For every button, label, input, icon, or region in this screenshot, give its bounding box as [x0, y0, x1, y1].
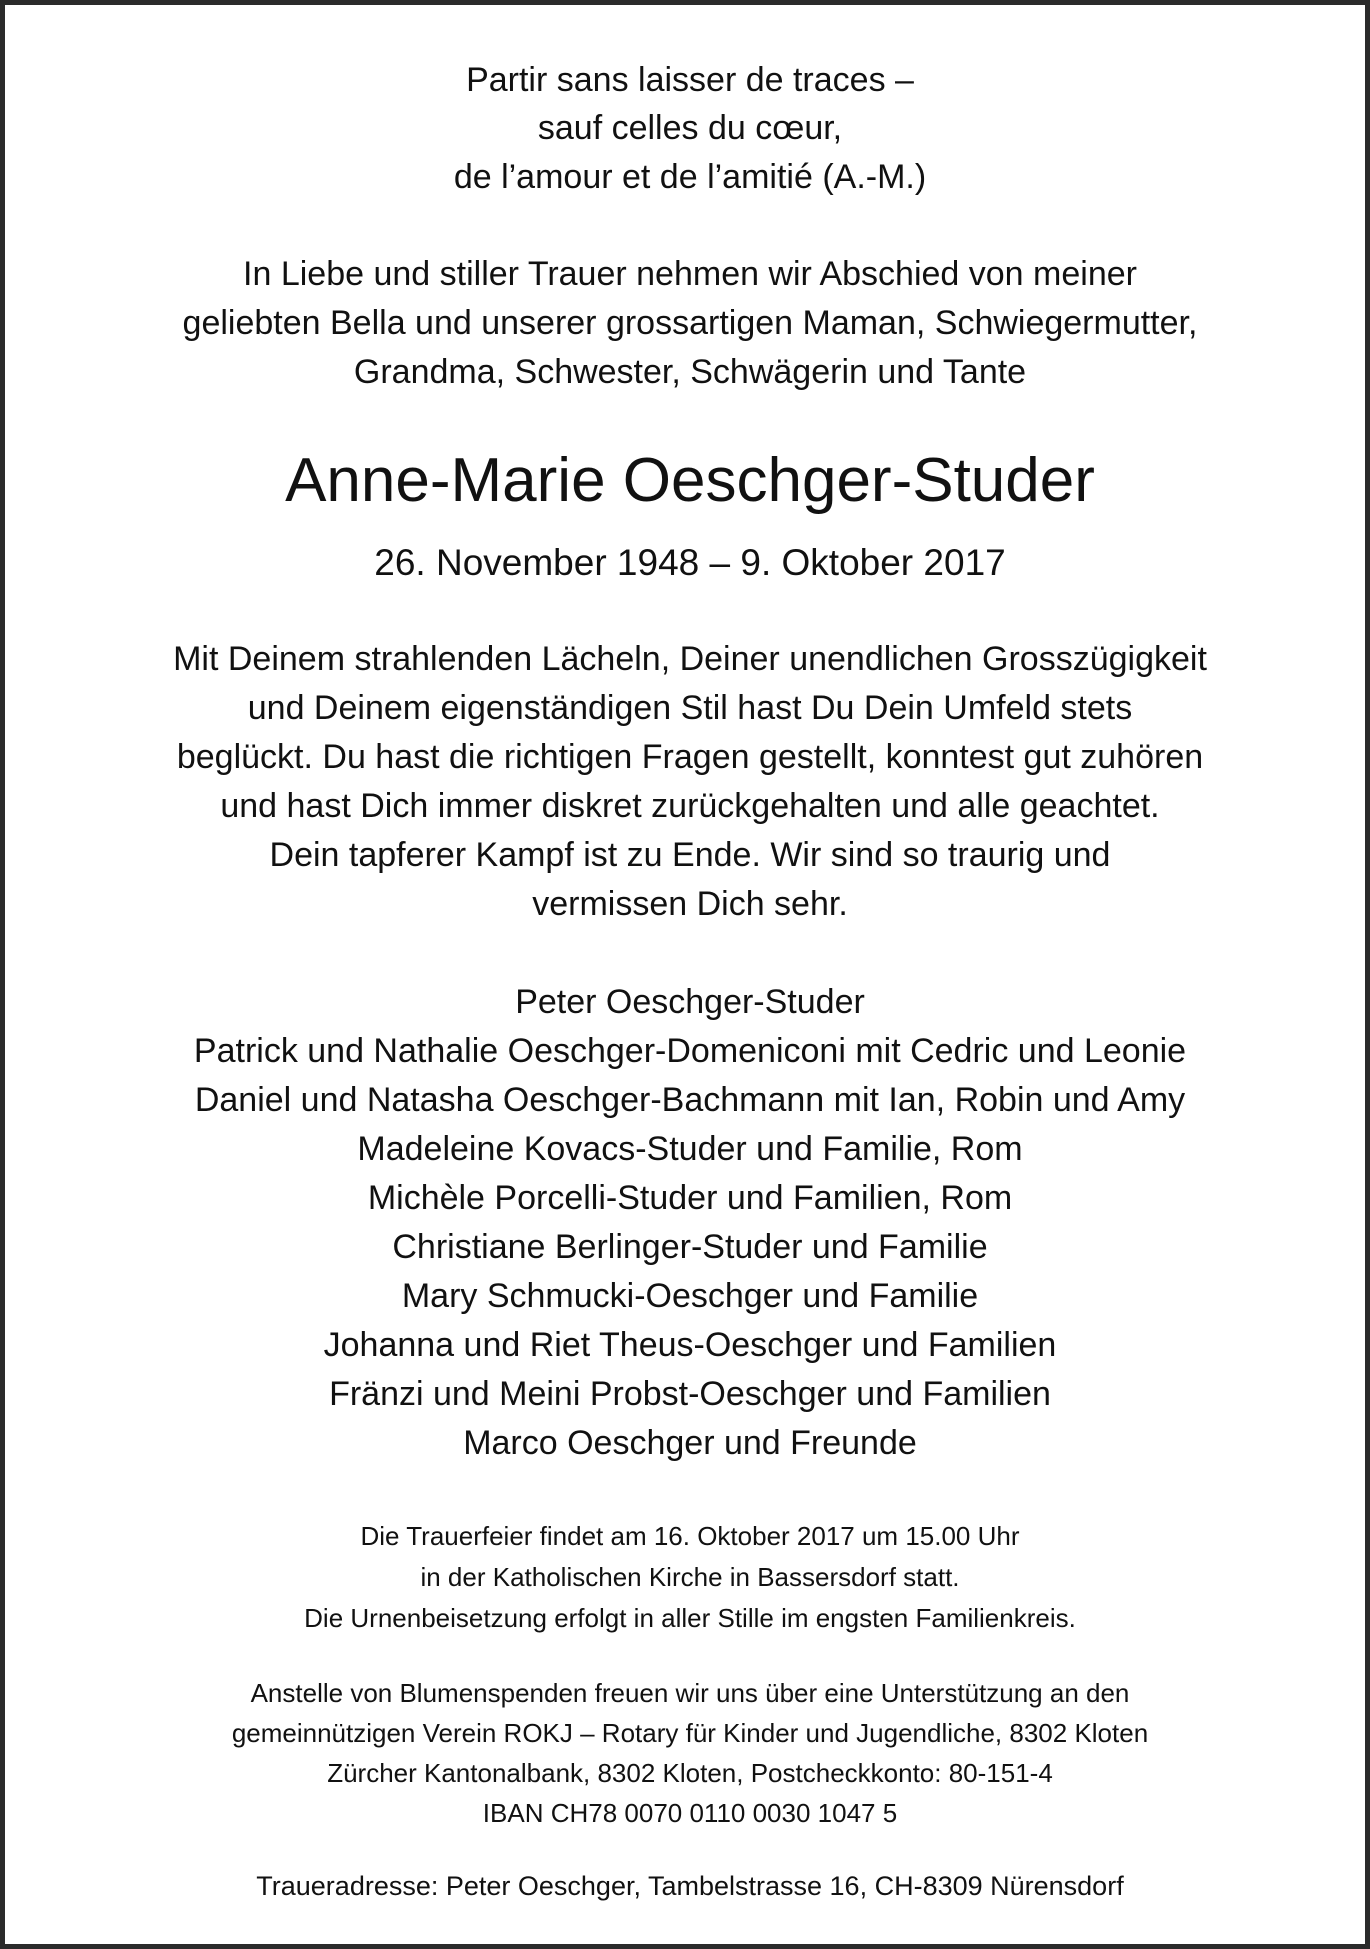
tribute-line: und hast Dich immer diskret zurückgehalten und alle geachtet. — [220, 787, 1160, 825]
family-member: Peter Oeschger-Studer — [515, 983, 865, 1021]
intro-line: geliebten Bella und unserer grossartigen Maman, Schwiegermutter, — [182, 304, 1198, 342]
family-member: Johanna und Riet Theus-Oeschger und Familien — [323, 1326, 1057, 1364]
donation-line: Anstelle von Blumenspenden freuen wir uns über eine Unterstützung an den — [250, 1678, 1130, 1708]
mourning-address: Traueradresse: Peter Oeschger, Tambelstrasse 16, CH-8309 Nürensdorf — [256, 1871, 1124, 1901]
tribute-line: Mit Deinem strahlenden Lächeln, Deiner unendlichen Grosszügigkeit — [173, 640, 1207, 678]
intro-line: Grandma, Schwester, Schwägerin und Tante — [353, 353, 1027, 391]
donation-line: Zürcher Kantonalbank, 8302 Kloten, Postcheckkonto: 80-151-4 — [327, 1758, 1053, 1788]
family-member: Madeleine Kovacs-Studer und Familie, Rom — [357, 1130, 1023, 1168]
family-member: Daniel und Natasha Oeschger-Bachmann mit Ian, Robin und Amy — [194, 1081, 1186, 1119]
motto-line: Partir sans laisser de traces – — [466, 61, 914, 99]
tribute-line: und Deinem eigenständigen Stil hast Du Dein Umfeld stets — [247, 689, 1133, 727]
motto-line: de l’amour et de l’amitié (A.-M.) — [453, 158, 927, 196]
intro-line: In Liebe und stiller Trauer nehmen wir Abschied von meiner — [243, 255, 1137, 293]
life-dates: 26. November 1948 – 9. Oktober 2017 — [374, 542, 1006, 583]
tribute-line: Dein tapferer Kampf ist zu Ende. Wir sind so traurig und — [269, 836, 1111, 874]
ceremony-line: Die Trauerfeier findet am 16. Oktober 2017 um 15.00 Uhr — [360, 1521, 1020, 1551]
ceremony-line: in der Katholischen Kirche in Bassersdorf statt. — [420, 1562, 960, 1592]
family-member: Christiane Berlinger-Studer und Familie — [392, 1228, 988, 1266]
tribute-line: beglückt. Du hast die richtigen Fragen gestellt, konntest gut zuhören — [176, 738, 1204, 776]
tribute-line: vermissen Dich sehr. — [532, 885, 848, 923]
motto-line: sauf celles du cœur, — [537, 109, 843, 147]
family-member: Mary Schmucki-Oeschger und Familie — [401, 1277, 979, 1315]
family-member: Patrick und Nathalie Oeschger-Domeniconi mit Cedric und Leonie — [193, 1032, 1187, 1070]
donation-line: IBAN CH78 0070 0110 0030 1047 5 — [482, 1798, 898, 1828]
family-member: Marco Oeschger und Freunde — [463, 1424, 917, 1462]
deceased-name: Anne-Marie Oeschger-Studer — [285, 446, 1095, 515]
family-member: Fränzi und Meini Probst-Oeschger und Familien — [329, 1375, 1051, 1413]
ceremony-line: Die Urnenbeisetzung erfolgt in aller Stille im engsten Familienkreis. — [304, 1603, 1076, 1633]
donation-line: gemeinnützigen Verein ROKJ – Rotary für Kinder und Jugendliche, 8302 Kloten — [231, 1718, 1149, 1748]
family-member: Michèle Porcelli-Studer und Familien, Rom — [367, 1179, 1013, 1217]
